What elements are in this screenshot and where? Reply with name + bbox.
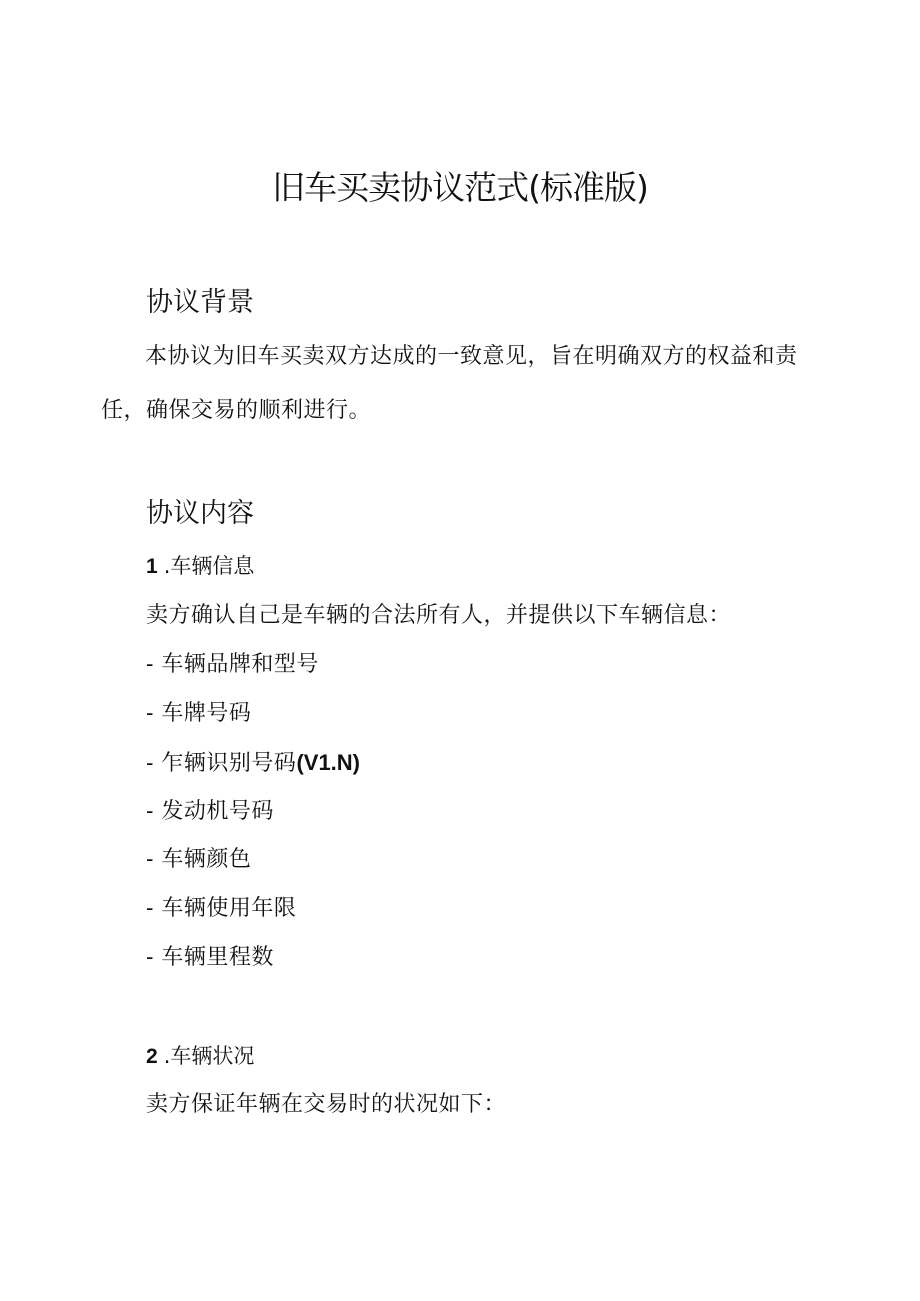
vehicle-condition-intro: 卖方保证年辆在交易时的状况如下： (146, 1092, 507, 1117)
document-title: 旧车买卖协议范式(标准版) (272, 168, 648, 207)
subsection-heading-vehicle-info (146, 552, 254, 581)
list-item: - 车辆使用年限 (146, 896, 297, 921)
subsection-heading-vehicle-condition (146, 1042, 254, 1071)
list-item: - 车辆品牌和型号 (146, 652, 319, 677)
section-heading-content: 协议内容 (146, 498, 254, 529)
list-item: - 车牌号码 (146, 701, 252, 726)
subsection-number: 1 (146, 555, 158, 578)
list-item-text: - 乍辆识别号码 (146, 751, 297, 776)
vehicle-info-intro: 卖方确认自己是车辆的合法所有人，并提供以下车辆信息： (146, 603, 732, 628)
subsection-number: 2 (146, 1045, 158, 1068)
list-item: - 车辆里程数 (146, 945, 274, 970)
list-item: - 车辆颜色 (146, 847, 252, 872)
list-item: - 发动机号码 (146, 799, 274, 824)
subsection-title: .车辆信息 (163, 554, 255, 578)
subsection-title: .车辆状况 (163, 1044, 255, 1068)
list-item (146, 748, 360, 779)
list-item-suffix: (V1.N) (296, 750, 360, 775)
section-heading-background: 协议背景 (146, 287, 254, 318)
background-paragraph: 本协议为旧车买卖双方达成的一致意见，旨在明确双方的权益和责任，确保交易的顺利进行。 (101, 344, 798, 423)
